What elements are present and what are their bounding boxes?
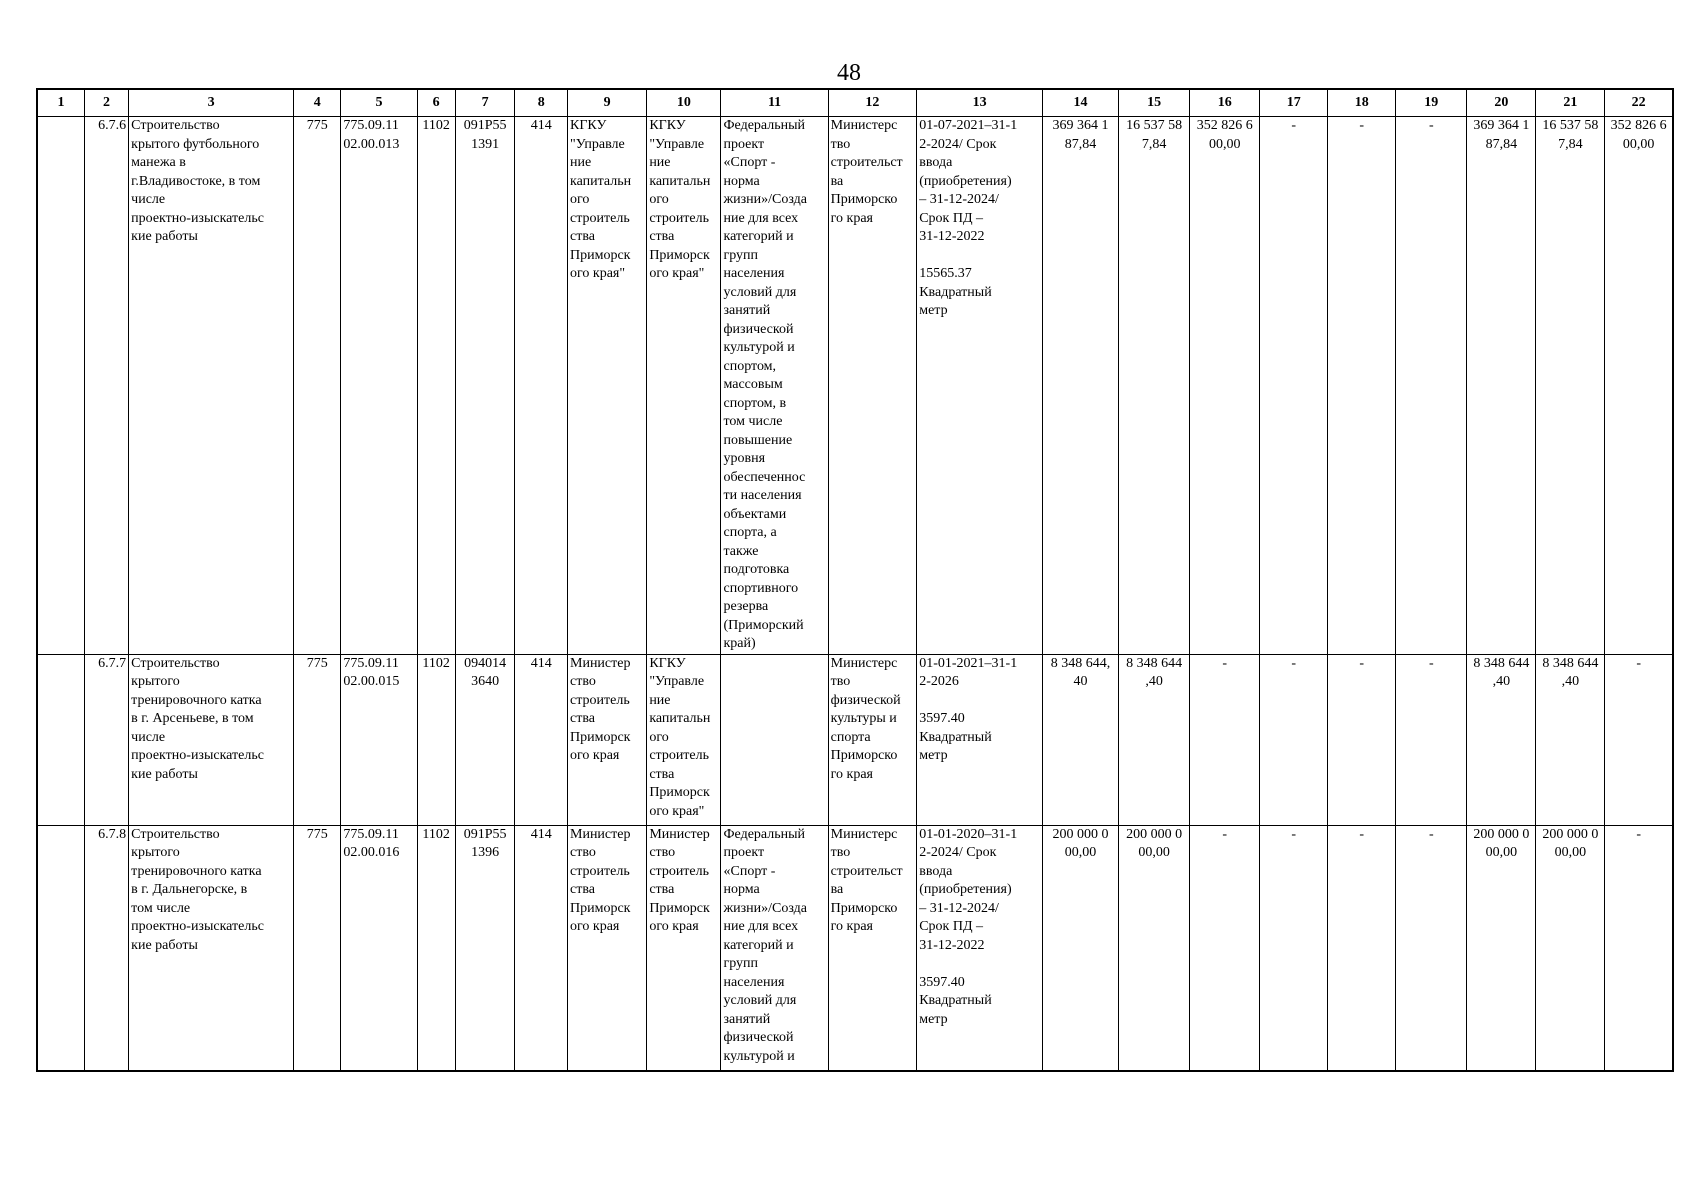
cell-object-name: Строительство крытого тренировочного катка в г. Дальнегорске, в том числе проектно-изыскательс кие работы xyxy=(129,825,294,1071)
cell-administrator: Министерс тво строительст ва Приморско го края xyxy=(828,825,917,1071)
table-row xyxy=(37,117,1673,655)
column-header: 17 xyxy=(1260,89,1328,117)
cell-amount: 16 537 58 7,84 xyxy=(1536,117,1605,655)
cell-code: 775 xyxy=(294,117,341,655)
cell-item-number: 6.7.7 xyxy=(84,654,128,825)
cell-amount: - xyxy=(1396,654,1467,825)
column-header: 20 xyxy=(1467,89,1536,117)
cell-index xyxy=(37,654,84,825)
column-header: 16 xyxy=(1190,89,1260,117)
cell-amount: - xyxy=(1605,654,1673,825)
cell-administrator: Министерс тво физической культуры и спорта Приморско го края xyxy=(828,654,917,825)
cell-target-article: 091P55 1391 xyxy=(455,117,515,655)
cell-amount: - xyxy=(1605,825,1673,1071)
column-header: 1 xyxy=(37,89,84,117)
cell-section: 1102 xyxy=(417,825,455,1071)
cell-amount: - xyxy=(1328,654,1396,825)
cell-object-name: Строительство крытого тренировочного катка в г. Арсеньеве, в том числе проектно-изыскательс кие работы xyxy=(129,654,294,825)
column-header: 5 xyxy=(341,89,417,117)
cell-terms: 01-01-2020–31-1 2-2024/ Срок ввода (приобретения) – 31-12-2024/ Срок ПД – 31-12-2022 3597.40 Квадратный метр xyxy=(917,825,1043,1071)
cell-amount: 8 348 644 ,40 xyxy=(1119,654,1190,825)
cell-object-name: Строительство крытого футбольного манежа в г.Владивостоке, в том числе проектно-изыскательс кие работы xyxy=(129,117,294,655)
cell-target-article: 091P55 1396 xyxy=(455,825,515,1071)
cell-object-code: 775.09.11 02.00.016 xyxy=(341,825,417,1071)
column-header: 3 xyxy=(129,89,294,117)
cell-index xyxy=(37,117,84,655)
column-header: 22 xyxy=(1605,89,1673,117)
cell-developer: Министер ство строитель ства Приморск ого края xyxy=(647,825,721,1071)
cell-amount: 200 000 0 00,00 xyxy=(1119,825,1190,1071)
column-header: 10 xyxy=(647,89,721,117)
cell-amount: - xyxy=(1190,654,1260,825)
cell-amount: - xyxy=(1396,117,1467,655)
cell-amount: 200 000 0 00,00 xyxy=(1042,825,1118,1071)
column-header: 11 xyxy=(721,89,828,117)
cell-project: Федеральный проект «Спорт - норма жизни»/Созда ние для всех категорий и групп населения условий для занятий физической культурой и xyxy=(721,825,828,1071)
cell-terms: 01-07-2021–31-1 2-2024/ Срок ввода (приобретения) – 31-12-2024/ Срок ПД – 31-12-2022 15565.37 Квадратный метр xyxy=(917,117,1043,655)
cell-amount: - xyxy=(1190,825,1260,1071)
table-row xyxy=(37,825,1673,1071)
cell-project: Федеральный проект «Спорт - норма жизни»/Созда ние для всех категорий и групп населения условий для занятий физической культурой и спортом, массовым спортом, в том числе повышение уровня обеспеченнос ти населения объектами спорта, а также подготовка спортивного резерва (Приморский край) xyxy=(721,117,828,655)
cell-item-number: 6.7.6 xyxy=(84,117,128,655)
column-header: 15 xyxy=(1119,89,1190,117)
header-row xyxy=(37,89,1673,117)
column-header: 12 xyxy=(828,89,917,117)
cell-amount: - xyxy=(1328,117,1396,655)
cell-administrator: Министерс тво строительст ва Приморско го края xyxy=(828,117,917,655)
cell-object-code: 775.09.11 02.00.015 xyxy=(341,654,417,825)
cell-amount: - xyxy=(1260,654,1328,825)
cell-customer: Министер ство строитель ства Приморск ого края xyxy=(568,654,647,825)
column-header: 21 xyxy=(1536,89,1605,117)
cell-code: 775 xyxy=(294,825,341,1071)
cell-project xyxy=(721,654,828,825)
cell-section: 1102 xyxy=(417,117,455,655)
cell-item-number: 6.7.8 xyxy=(84,825,128,1071)
column-header: 7 xyxy=(455,89,515,117)
cell-expense-type: 414 xyxy=(515,117,568,655)
column-header: 18 xyxy=(1328,89,1396,117)
budget-table xyxy=(36,88,1674,1072)
cell-amount: - xyxy=(1260,825,1328,1071)
cell-terms: 01-01-2021–31-1 2-2026 3597.40 Квадратный метр xyxy=(917,654,1043,825)
column-header: 6 xyxy=(417,89,455,117)
cell-amount: 200 000 0 00,00 xyxy=(1467,825,1536,1071)
column-header: 14 xyxy=(1042,89,1118,117)
column-header: 4 xyxy=(294,89,341,117)
cell-section: 1102 xyxy=(417,654,455,825)
cell-amount: - xyxy=(1396,825,1467,1071)
cell-amount: 369 364 1 87,84 xyxy=(1042,117,1118,655)
column-header: 19 xyxy=(1396,89,1467,117)
cell-amount: 369 364 1 87,84 xyxy=(1467,117,1536,655)
column-header: 8 xyxy=(515,89,568,117)
cell-developer: КГКУ "Управле ние капитальн ого строитель ства Приморск ого края" xyxy=(647,654,721,825)
cell-expense-type: 414 xyxy=(515,825,568,1071)
cell-code: 775 xyxy=(294,654,341,825)
cell-amount: 8 348 644, 40 xyxy=(1042,654,1118,825)
cell-amount: 200 000 0 00,00 xyxy=(1536,825,1605,1071)
cell-amount: - xyxy=(1260,117,1328,655)
cell-target-article: 094014 3640 xyxy=(455,654,515,825)
column-header: 13 xyxy=(917,89,1043,117)
cell-index xyxy=(37,825,84,1071)
column-header: 2 xyxy=(84,89,128,117)
cell-amount: 352 826 6 00,00 xyxy=(1605,117,1673,655)
cell-developer: КГКУ "Управле ние капитальн ого строитель ства Приморск ого края" xyxy=(647,117,721,655)
table-row xyxy=(37,654,1673,825)
cell-amount: 8 348 644 ,40 xyxy=(1536,654,1605,825)
cell-customer: КГКУ "Управле ние капитальн ого строитель ства Приморск ого края" xyxy=(568,117,647,655)
column-header: 9 xyxy=(568,89,647,117)
cell-amount: 8 348 644 ,40 xyxy=(1467,654,1536,825)
cell-amount: - xyxy=(1328,825,1396,1071)
cell-amount: 352 826 6 00,00 xyxy=(1190,117,1260,655)
cell-amount: 16 537 58 7,84 xyxy=(1119,117,1190,655)
cell-expense-type: 414 xyxy=(515,654,568,825)
cell-customer: Министер ство строитель ства Приморск ого края xyxy=(568,825,647,1071)
cell-object-code: 775.09.11 02.00.013 xyxy=(341,117,417,655)
page-number: 48 xyxy=(837,60,861,86)
